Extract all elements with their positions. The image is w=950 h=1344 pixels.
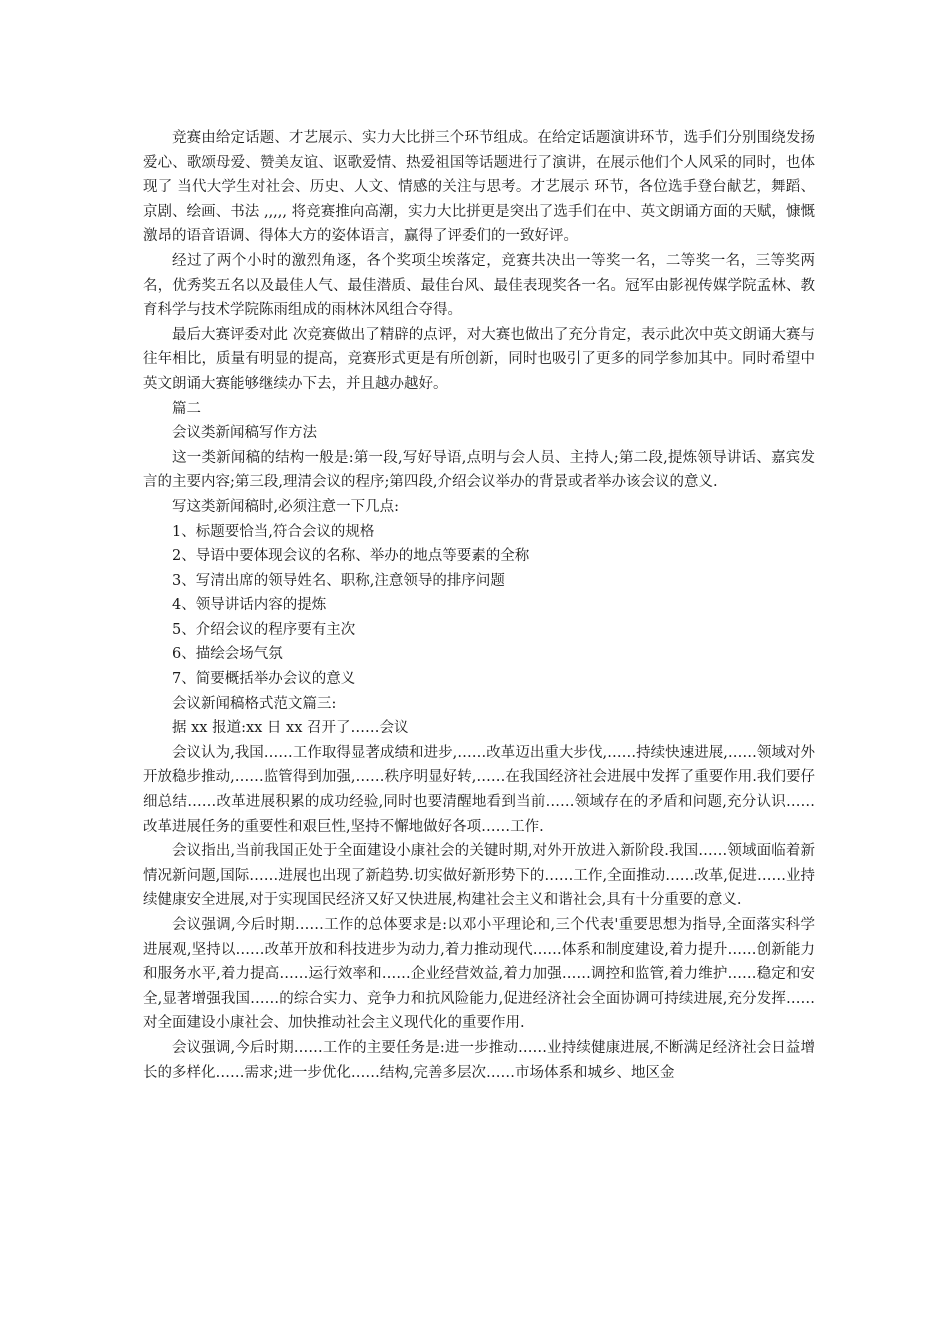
list-item-7: 7、简要概括举办会议的意义 [172,671,356,688]
paragraph-competition-results: 经过了两个小时的激烈角逐，各个奖项尘埃落定，竞赛共决出一等奖一名，二等奖一名，三等奖两名，优秀奖五名以及最佳人气、最佳潜质、最佳台风、最佳表现奖各一名。冠军由影视传媒学院孟林、教育科学与技术学院陈雨组成的雨林沐风组合夺得。 [143,252,815,319]
paragraph-report-lead: 据 xx 报道:xx 日 xx 召开了……会议 [172,720,409,737]
paragraph-meeting-emphasizes-requirements: 会议强调,今后时期……工作的总体要求是:以邓小平理论和,三个代表'重要思想为指导,全面落实科学进展观,坚持以……改革开放和科技进步为动力,着力推动现代……体系和制度建设,着力提升……创新能力和服务水平,着力提高……运行效率和……企业经营效益,着力加强……调控和监管,着力维护……稳定和安全,显著增强我国……的综合实力、竞争力和抗风险能力,促进经济社会全面协调可持续进展,充分发挥……对全面建设小康社会、加快推动社会主义现代化的重要作用. [143,917,815,1032]
document-body [143,126,815,1085]
list-item-2: 2、导语中要体现会议的名称、举办的地点等要素的全称 [172,548,530,565]
paragraph-meeting-emphasizes-tasks: 会议强调,今后时期……工作的主要任务是:进一步推动……业持续健康进展,不断满足经济社会日益增长的多样化……需求;进一步优化……结构,完善多层次……市场体系和城乡、地区金 [143,1039,815,1081]
list-item-3: 3、写清出席的领导姓名、职称,注意领导的排序问题 [172,572,505,589]
section-title-sample-three: 会议新闻稿格式范文篇三: [172,695,337,712]
list-item-5: 5、介绍会议的程序要有主次 [172,621,356,638]
paragraph-meeting-considers: 会议认为,我国……工作取得显著成绩和进步,……改革迈出重大步伐,……持续快速进展,……领域对外开放稳步推动,……监管得到加强,……秩序明显好转,……在我国经济社会进展中发挥了重要作用.我们要仔细总结……改革进展积累的成功经验,同时也要清醒地看到当前……领域存在的矛盾和问题,充分认识……改革进展任务的重要性和艰巨性,坚持不懈地做好各项……工作. [143,744,815,835]
section-title-writing-method: 会议类新闻稿写作方法 [172,425,317,442]
list-item-1: 1、标题要恰当,符合会议的规格 [172,523,375,540]
paragraph-meeting-points-out: 会议指出,当前我国正处于全面建设小康社会的关键时期,对外开放进入新阶段.我国……领域面临着新情况新问题,国际……进展也出现了新趋势.切实做好新形势下的……工作,全面推动……改革,促进……业持续健康安全进展,对于实现国民经济又好又快进展,构建社会主义和谐社会,具有十分重要的意义. [143,843,815,909]
paragraph-judges-comments: 最后大赛评委对此 次竞赛做出了精辟的点评，对大赛也做出了充分肯定，表示此次中英文朗诵大赛与往年相比，质量有明显的提高，竞赛形式更是有所创新，同时也吸引了更多的同学参加其中。同时希望中英文朗诵大赛能够继续办下去，并且越办越好。 [143,326,815,392]
paragraph-competition-format: 竞赛由给定话题、才艺展示、实力大比拼三个环节组成。在给定话题演讲环节，选手们分别围绕发扬爱心、歌颂母爱、赞美友谊、讴歌爱情、热爱祖国等话题进行了演讲，在展示他们个人风采的同时，也体现了 当代大学生对社会、历史、人文、情感的关注与思考。才艺展示 环节，各位选手登台献艺，舞蹈、京剧、绘画、书法 ,,,,, 将竞赛推向高潮，实力大比拼更是突出了选手们在中、英文朗诵方面的天赋，慷慨激昂的语音语调、得体大方的姿体语言，赢得了评委们的一致好评。 [143,130,815,245]
list-item-6: 6、描绘会场气氛 [172,646,283,663]
list-item-4: 4、领导讲话内容的提炼 [172,597,327,614]
paragraph-structure: 这一类新闻稿的结构一般是:第一段,写好导语,点明与会人员、主持人;第二段,提炼领导讲话、嘉宾发言的主要内容;第三段,理清会议的程序;第四段,介绍会议举办的背景或者举办该会议的意义. [143,449,815,491]
section-heading-part-two: 篇二 [172,400,201,417]
paragraph-notes-intro: 写这类新闻稿时,必须注意一下几点: [172,498,399,515]
